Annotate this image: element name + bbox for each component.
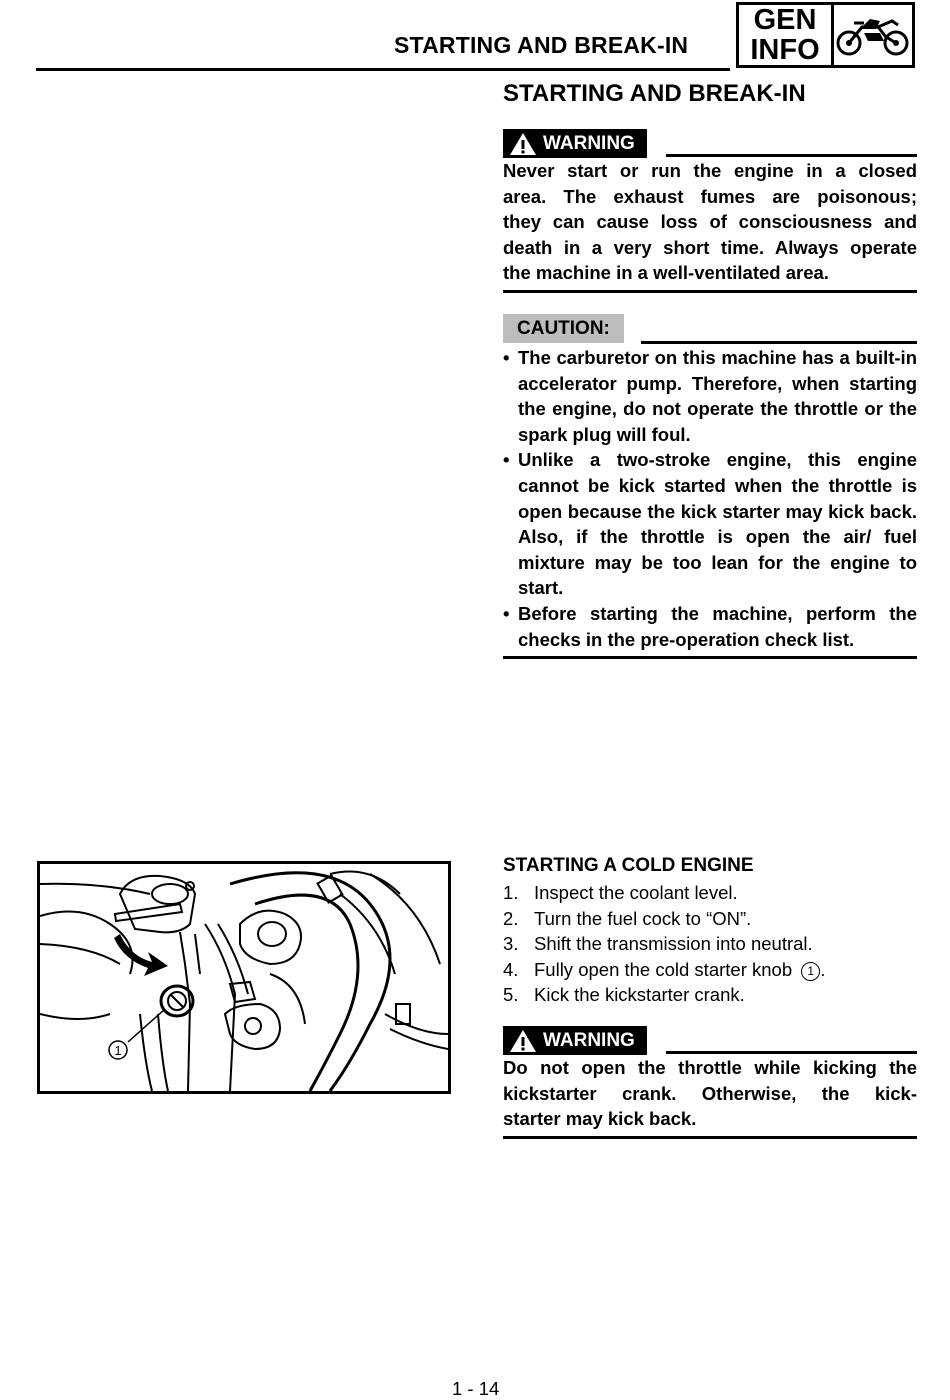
section-title: STARTING AND BREAK-IN [503, 80, 806, 107]
warning-line: death in a very short time. Always operate [503, 236, 917, 258]
warning-line: Never start or run the engine in a closed [503, 160, 917, 181]
cold-starter-knob-illustration [37, 861, 451, 1094]
step-item [503, 931, 917, 957]
caution-bullet: • Before starting the machine, perform the checks in the pre-operation check list. [503, 601, 917, 652]
step-item [503, 982, 917, 1008]
warning-end-rule [503, 1136, 917, 1139]
warning-text [503, 1055, 917, 1132]
caution-tag: CAUTION: [503, 314, 624, 343]
step-text: Kick the kickstarter crank. [534, 984, 745, 1006]
reference-number: 1 [801, 962, 820, 981]
warning-line: starter may kick back. [503, 1108, 697, 1130]
step-item: 4. Fully open the cold starter knob 1 . [503, 957, 917, 983]
figure-callout-number: 1 [114, 1043, 122, 1058]
step-number: 4. [503, 958, 519, 980]
warning-line: area. The exhaust fumes are poisonous; [503, 185, 917, 207]
badge-line-info: INFO [750, 34, 820, 66]
warning-line: the machine in a well-ventilated area. [503, 262, 829, 284]
warning-text [503, 158, 917, 286]
badge-text [739, 5, 834, 65]
section-badge [736, 2, 915, 68]
step-text: Inspect the coolant level. [534, 882, 738, 903]
warning-tag [503, 1026, 647, 1055]
caution-bullet: • Unlike a two-stroke engine, this engine cannot be kick started when the throttle is open because the kick starter may kick back. Also, if the throttle is open the air/ fuel mixture may be too lean for the engine to start. [503, 447, 917, 601]
step-number: 1. [503, 882, 519, 903]
warning-line: kickstarter crank. Otherwise, the kick- [503, 1082, 917, 1104]
caution-end-rule [503, 656, 917, 659]
warning-tag [503, 129, 647, 158]
subsection-title: STARTING A COLD ENGINE [503, 855, 754, 876]
engine-line-drawing [40, 864, 448, 1091]
warning-line: they can cause loss of consciousness and [503, 211, 917, 233]
warning-line: Do not open the throttle while kicking the [503, 1057, 917, 1078]
step-number: 3. [503, 933, 519, 955]
step-number: 2. [503, 907, 519, 929]
step-item [503, 906, 917, 932]
caution-bullet: • The carburetor on this machine has a built-in accelerator pump. Therefore, when starting the engine, do not operate the throttle or the spark plug will foul. [503, 345, 917, 447]
badge-line-gen: GEN [753, 4, 817, 36]
caution-tag-rule [641, 341, 917, 344]
page-number: 1 - 14 [452, 1378, 500, 1399]
motorcycle-icon [834, 5, 912, 65]
cold-start-steps [503, 880, 917, 1008]
step-text: Turn the fuel cock to “ON”. [534, 907, 752, 929]
header-rule [36, 68, 730, 71]
warning-end-rule [503, 290, 917, 293]
step-item [503, 880, 917, 906]
step-text: Fully open the cold starter knob [534, 958, 793, 980]
caution-list [503, 345, 917, 652]
step-number: 5. [503, 984, 519, 1006]
warning-tag-rule [666, 154, 917, 157]
warning-label: WARNING [543, 1029, 635, 1051]
warning-label: WARNING [543, 132, 635, 154]
running-header-title: STARTING AND BREAK-IN [394, 32, 689, 58]
step-text: Shift the transmission into neutral. [534, 933, 813, 955]
warning-tag-rule [666, 1051, 917, 1054]
warning-triangle-icon [509, 132, 537, 156]
warning-triangle-icon [509, 1029, 537, 1053]
